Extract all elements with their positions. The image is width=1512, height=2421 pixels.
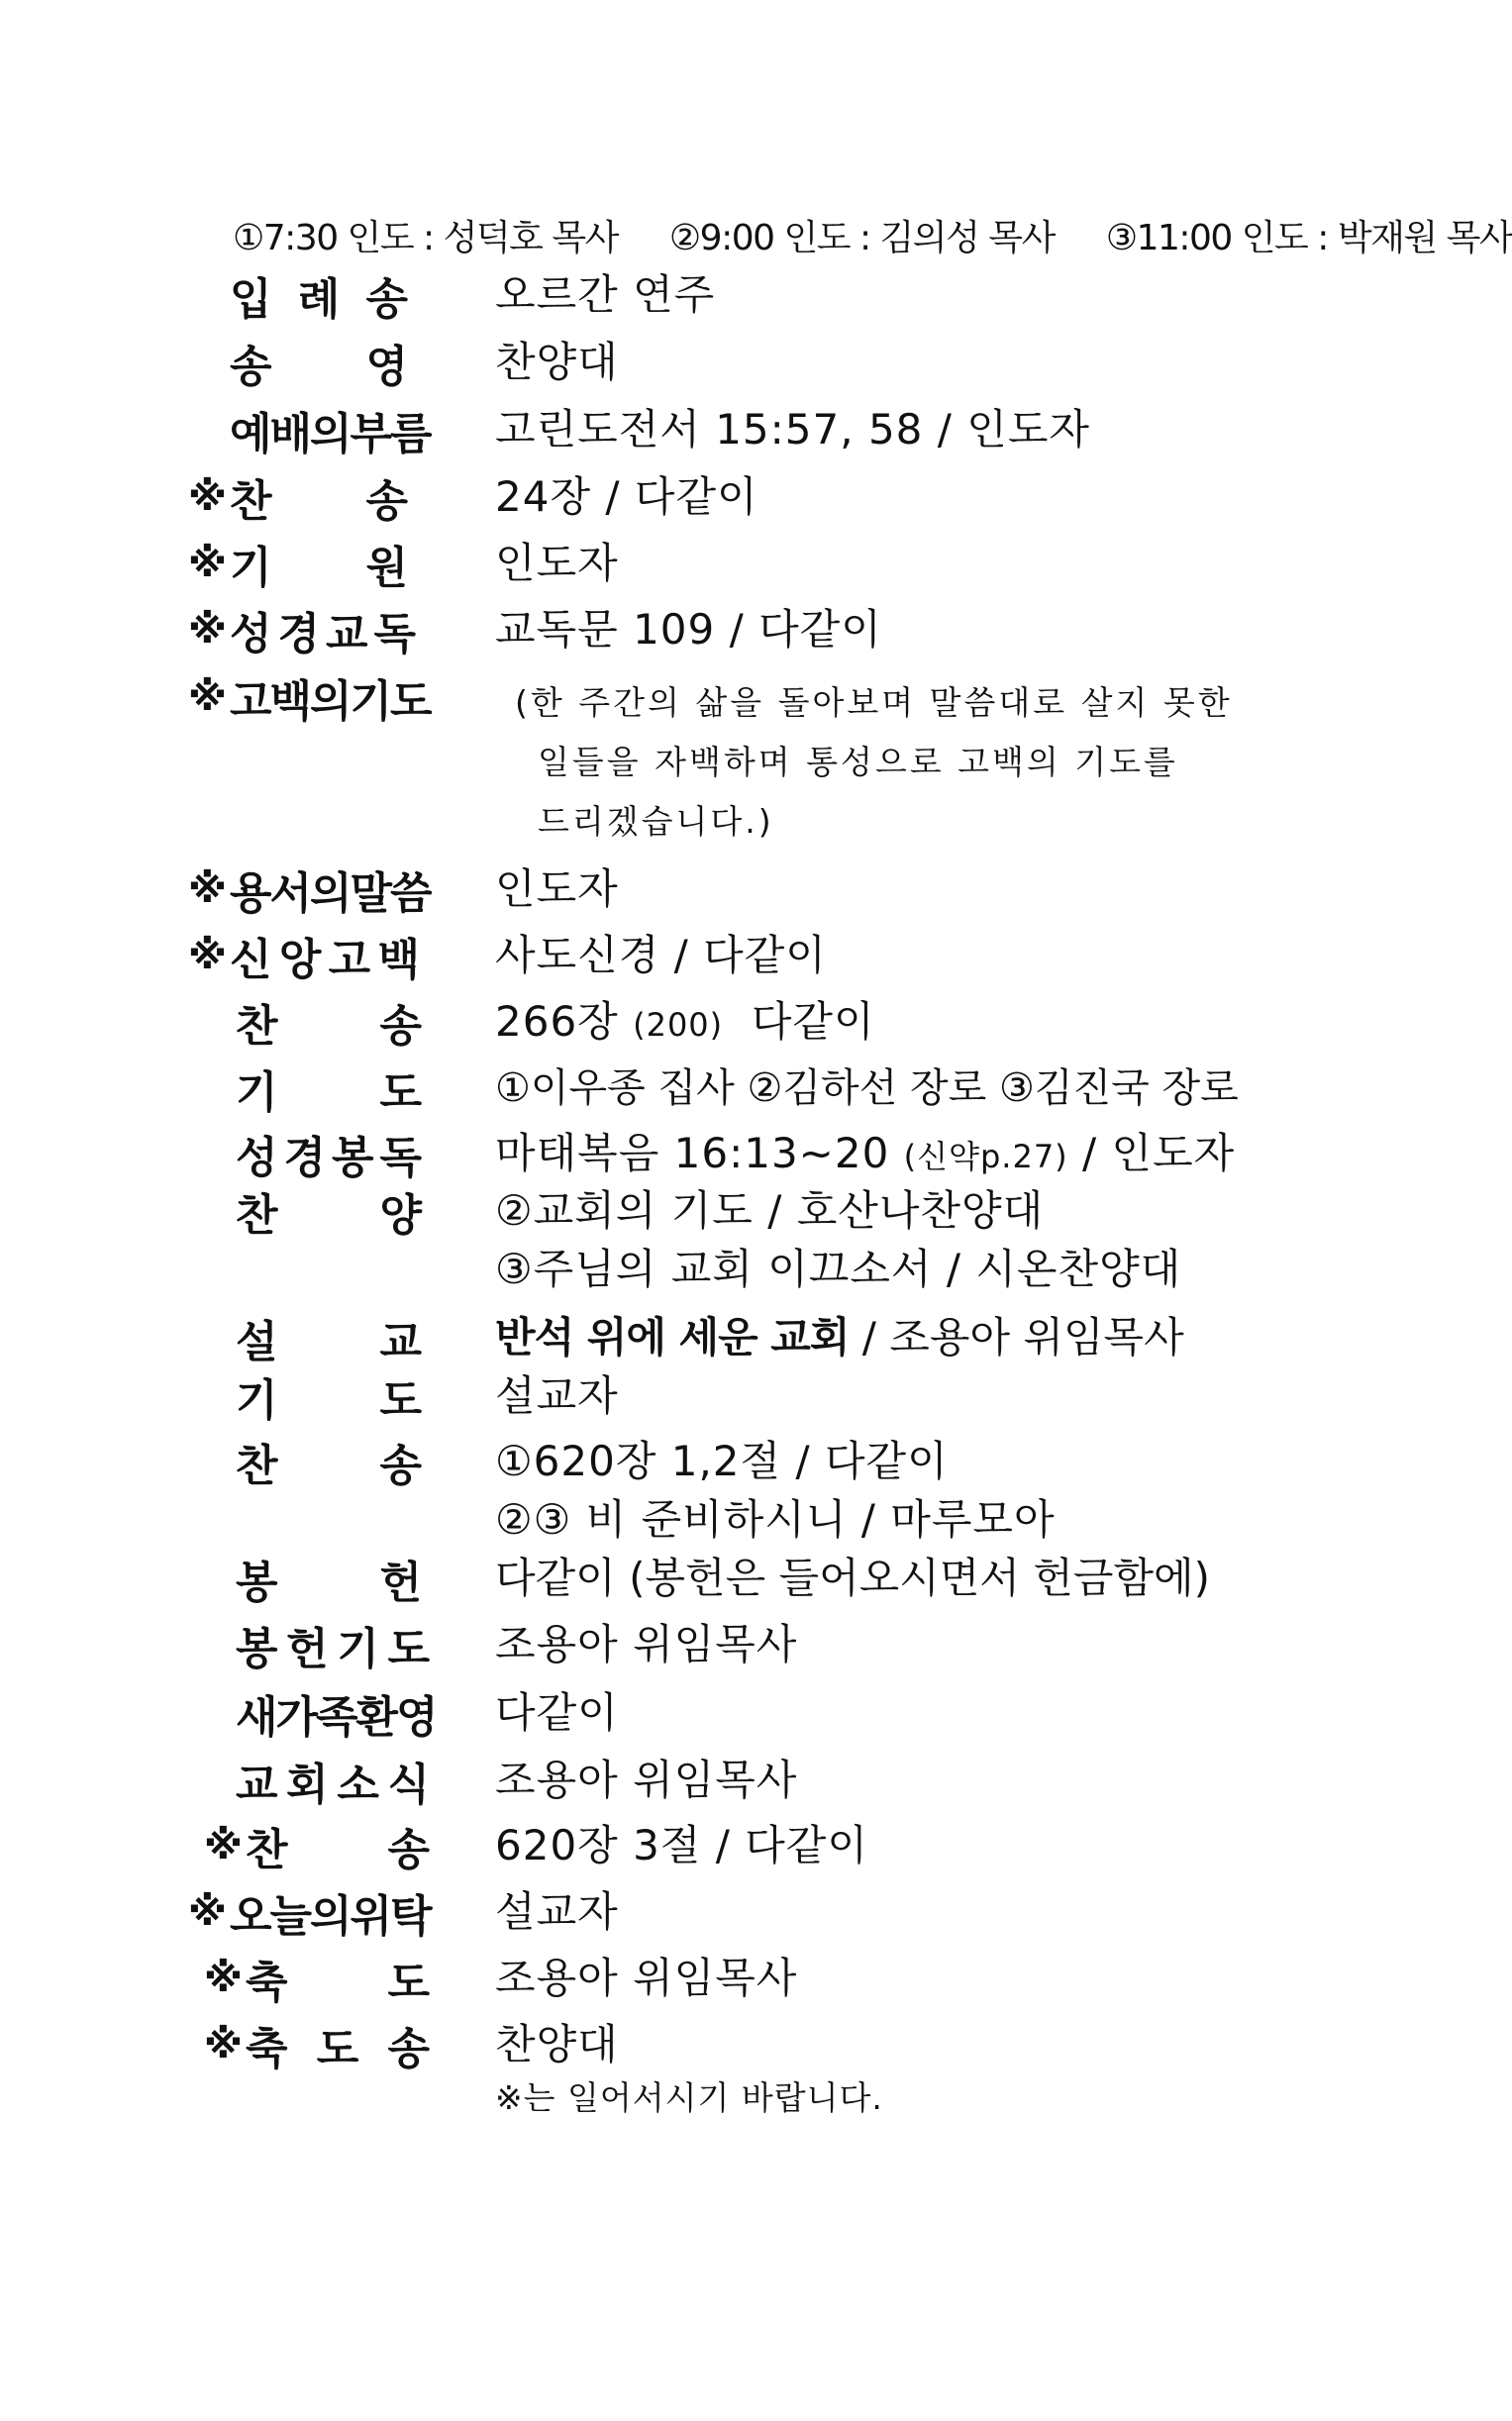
order-label-char: 입 — [230, 274, 272, 325]
order-label-char: 경 — [277, 609, 320, 659]
order-label — [188, 861, 431, 919]
standing-mark: ※ — [188, 674, 225, 720]
standing-mark: ※ — [188, 607, 227, 653]
order-content — [495, 1310, 1184, 1365]
service-times — [233, 210, 1512, 260]
order-label-char: 소 — [337, 1760, 379, 1810]
order-label-char: 기 — [337, 1624, 379, 1674]
confession-line-1: (한 주간의 삶을 돌아보며 말씀대로 살지 못한 — [515, 683, 1233, 722]
order-content: 교독문 109 / 다같이 — [495, 605, 882, 654]
order-label — [236, 1060, 422, 1116]
sermon-title: 반석 위에 세운 교회 — [495, 1313, 850, 1362]
order-label-char: 송 — [230, 342, 272, 392]
order-content: 인도자 — [495, 539, 619, 587]
order-label — [230, 267, 408, 323]
order-label-char: 성 — [236, 1133, 278, 1183]
standing-mark: ※ — [188, 866, 225, 912]
order-label-char: 식 — [387, 1760, 430, 1810]
order-label-char: 도 — [379, 1375, 422, 1426]
order-label-char: 영 — [365, 342, 408, 392]
order-label-char: 경 — [283, 1133, 326, 1183]
scripture-page: (신약p.27) — [903, 1138, 1068, 1175]
order-label: 예배의부름 — [230, 409, 431, 459]
service-time-2: ②9:00 인도 : 김의성 목사 — [668, 218, 1055, 258]
order-content-line-2: ③주님의 교회 이끄소서 / 시온찬양대 — [495, 1245, 1182, 1293]
order-label-char: 헌 — [286, 1624, 329, 1674]
order-label — [204, 1818, 430, 1875]
scripture-reference: 마태복음 16:13~20 — [495, 1129, 904, 1177]
hymn-singers: 다같이 — [723, 997, 875, 1046]
order-label — [204, 2017, 430, 2074]
order-label-char: 독 — [373, 609, 416, 659]
order-label — [236, 1310, 422, 1365]
order-content: 다같이 (봉헌은 들어오시면서 헌금함에) — [495, 1554, 1210, 1602]
order-content: 인도자 — [495, 864, 619, 913]
order-label-char: 앙 — [278, 935, 322, 985]
order-label — [204, 1951, 430, 2008]
order-label-char: 독 — [379, 1133, 422, 1183]
order-label-char: 기 — [236, 1375, 278, 1426]
order-content: ①620장 1,2절 / 다같이 — [495, 1437, 949, 1485]
order-label-char: 도 — [387, 1958, 430, 2008]
order-label-char: 봉 — [236, 1558, 278, 1608]
order-label — [236, 994, 422, 1050]
order-label — [188, 669, 431, 727]
order-content: 24장 / 다같이 — [495, 472, 758, 521]
order-label — [236, 1126, 422, 1181]
old-hymn-number: (200) — [633, 1006, 724, 1044]
order-label-char: 신 — [230, 935, 272, 985]
order-label-char: 고 — [328, 935, 371, 985]
order-label-text: 오늘의위탁 — [230, 1891, 431, 1942]
order-label-char: 설 — [236, 1317, 278, 1367]
order-label-char: 찬 — [230, 476, 272, 527]
order-label — [188, 536, 408, 593]
order-content: ②교회의 기도 / 호산나찬양대 — [495, 1186, 1045, 1235]
order-label-char: 양 — [379, 1190, 422, 1241]
order-label — [188, 1884, 432, 1942]
order-label-char: 도 — [379, 1067, 422, 1118]
order-label-text: 고백의기도 — [230, 676, 431, 727]
order-label-char: 봉 — [236, 1624, 278, 1674]
order-label-char: 찬 — [236, 1441, 278, 1491]
order-label — [236, 1551, 422, 1606]
order-content-line-2: ②③ 비 준비하시니 / 마루모아 — [495, 1495, 1056, 1544]
order-content: 찬양대 — [495, 338, 619, 386]
order-label-char: 성 — [230, 609, 272, 659]
order-content: 조용아 위임목사 — [495, 1954, 798, 2002]
standing-mark: ※ — [204, 1823, 243, 1868]
confession-line-3: 드리겠습니다.) — [538, 802, 774, 841]
order-content: 조용아 위임목사 — [495, 1620, 798, 1668]
service-time-3: ③11:00 인도 : 박재원 목사 — [1105, 218, 1512, 258]
order-content: 오르간 연주 — [495, 270, 716, 319]
standing-note: ※는 일어서시기 바랍니다. — [495, 2078, 883, 2117]
order-content: 사도신경 / 다같이 — [495, 931, 827, 979]
order-content: 설교자 — [495, 1887, 619, 1936]
order-label-char: 례 — [297, 274, 341, 325]
order-label-char: 교 — [379, 1317, 422, 1367]
order-label — [236, 1183, 422, 1239]
order-content: ①이우종 집사 ②김하선 장로 ③김진국 장로 — [495, 1065, 1239, 1111]
order-label — [188, 928, 420, 985]
order-label — [236, 1434, 422, 1489]
order-label-char: 헌 — [379, 1558, 422, 1608]
service-time-1: ①7:30 인도 : 성덕호 목사 — [233, 218, 618, 258]
standing-mark: ※ — [188, 933, 227, 978]
order-content — [495, 1126, 1235, 1181]
order-label-char: 회 — [286, 1760, 329, 1810]
order-label-char: 찬 — [236, 1190, 278, 1241]
order-label-char: 교 — [236, 1760, 278, 1810]
order-label-char: 축 — [246, 1958, 288, 2008]
order-label-char: 송 — [387, 2024, 430, 2074]
order-content: 찬양대 — [495, 2020, 619, 2068]
standing-mark: ※ — [204, 2022, 243, 2068]
standing-mark: ※ — [188, 1889, 225, 1935]
standing-mark: ※ — [204, 1956, 243, 2001]
order-label-char: 송 — [387, 1825, 430, 1875]
scripture-reader: / 인도자 — [1067, 1129, 1236, 1177]
order-label-char: 송 — [379, 1441, 422, 1491]
order-label-char: 기 — [236, 1067, 278, 1118]
standing-mark: ※ — [188, 474, 227, 520]
order-label-char: 송 — [365, 274, 408, 325]
order-label — [236, 1368, 422, 1424]
confession-line-2: 일들을 자백하며 통성으로 고백의 기도를 — [538, 743, 1178, 781]
order-label-char: 축 — [246, 2024, 288, 2074]
order-label — [236, 1617, 430, 1672]
order-label-char: 찬 — [236, 1001, 278, 1052]
standing-mark: ※ — [188, 541, 227, 586]
order-content: 다같이 — [495, 1688, 619, 1737]
order-label — [188, 602, 416, 659]
order-label-char: 봉 — [331, 1133, 374, 1183]
order-label — [230, 335, 408, 390]
order-label-char: 교 — [325, 609, 368, 659]
order-content — [495, 994, 875, 1050]
order-label-char: 송 — [365, 476, 408, 527]
order-content: 조용아 위임목사 — [495, 1756, 798, 1804]
order-label-text: 용서의말씀 — [230, 868, 431, 919]
order-label-char: 도 — [316, 2024, 359, 2074]
order-label: 새가족환영 — [236, 1692, 437, 1743]
order-label-char: 원 — [365, 543, 408, 593]
order-label-char: 기 — [230, 543, 272, 593]
order-content: 고린도전서 15:57, 58 / 인도자 — [495, 405, 1090, 454]
order-label-char: 백 — [377, 935, 420, 985]
order-label-char: 찬 — [246, 1825, 288, 1875]
order-label — [188, 469, 408, 527]
order-content: 620장 3절 / 다같이 — [495, 1821, 868, 1869]
order-label-char: 도 — [387, 1624, 430, 1674]
order-content: 설교자 — [495, 1371, 619, 1420]
order-label-char: 송 — [379, 1001, 422, 1052]
hymn-number: 266장 — [495, 997, 634, 1046]
order-label — [236, 1753, 430, 1808]
preacher: / 조용아 위임목사 — [849, 1313, 1184, 1362]
